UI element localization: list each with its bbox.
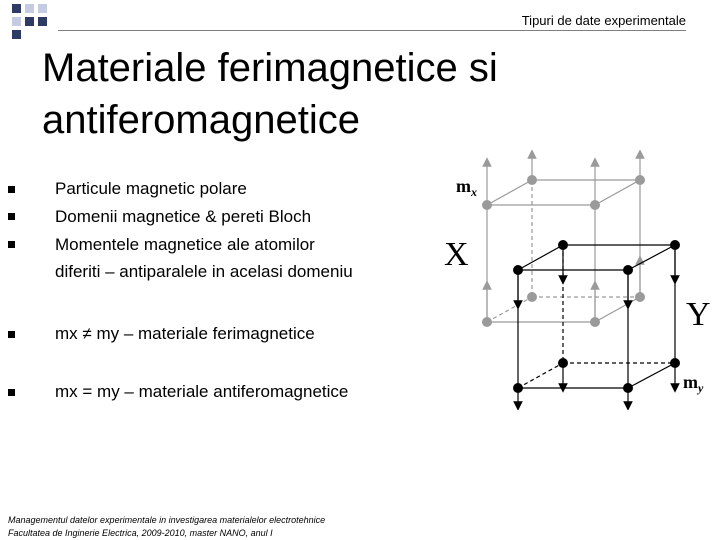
label-x: X (444, 236, 469, 273)
black-atoms (513, 240, 680, 393)
bullet-item: Domenii magnetice & pereti Bloch (55, 207, 312, 226)
bullet-marker (8, 389, 15, 396)
bullet-item: mx ≠ my – materiale ferimagnetice (55, 324, 315, 343)
bullet-marker (8, 331, 15, 338)
slide-footer (8, 514, 325, 540)
title-line-1: Materiale ferimagnetice si (42, 46, 498, 90)
footer-line-1: Managementul datelor experimentale in investigarea materialelor electrotehnice (8, 515, 326, 525)
bullet-item: Particule magnetic polare (55, 179, 247, 198)
bullet-item-continuation: diferiti – antiparalele in acelasi domeniu (55, 262, 353, 281)
label-my: $m_y$ (683, 372, 704, 395)
magnetic-lattice-figure (440, 150, 715, 410)
label-y: Y (686, 296, 711, 333)
label-mx: $m_x$ (456, 176, 477, 199)
bullet-marker (8, 213, 15, 220)
title-line-2: antiferomagnetice (42, 98, 360, 142)
bullet-marker (8, 241, 15, 248)
footer-line-2: Facultatea de Inginerie Electrica, 2009-2010, master NANO, anul I (8, 528, 273, 538)
bullet-marker (8, 186, 15, 193)
slide-header: Tipuri de date experimentale (521, 13, 686, 28)
bullet-item: Momentele magnetice ale atomilor (55, 235, 315, 254)
bullet-item: mx = my – materiale antiferomagnetice (55, 382, 349, 401)
